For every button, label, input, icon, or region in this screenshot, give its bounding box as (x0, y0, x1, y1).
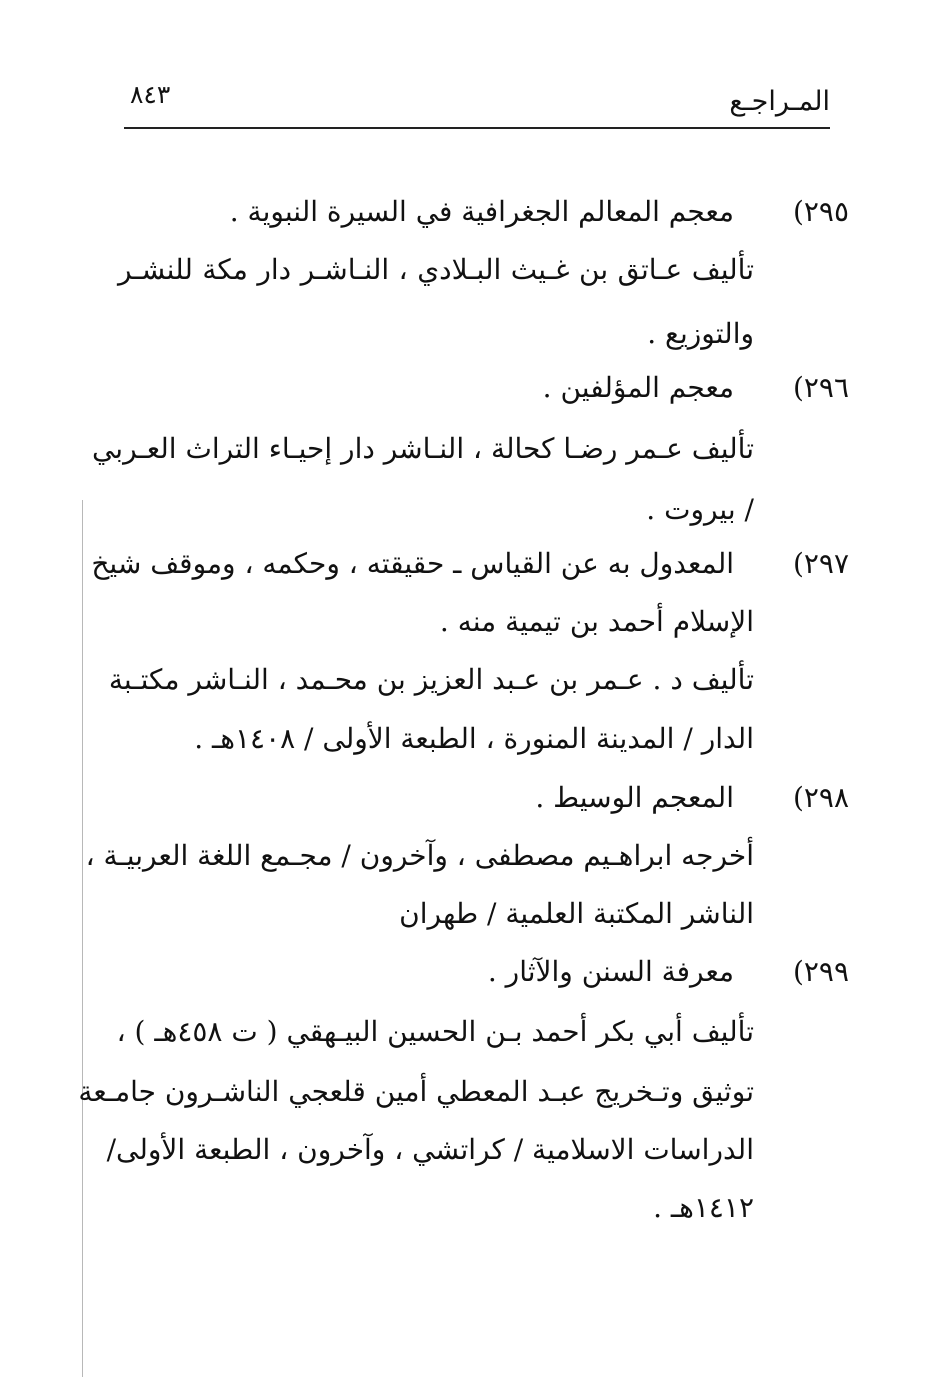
entry-number (793, 778, 849, 818)
entry-line: توثيق وتـخريج عبـد المعطي أمين قلعجي الناشـرون جامـعة (78, 1075, 754, 1108)
header-rule (124, 127, 830, 129)
entry-line: تأليف أبي بكر أحمد بـن الحسين البيـهقي ( ت ٤٥٨هـ ) ، (116, 1015, 754, 1048)
entry-number-value: ٢٩٥ (803, 195, 849, 228)
entry-line: ١٤١٢هـ . (653, 1191, 754, 1224)
entry-number-value: ٢٩٦ (803, 371, 849, 404)
entry-number-paren: ) (792, 955, 804, 988)
entry-title: معرفة السنن والآثار . (487, 955, 734, 988)
entry-line: تأليف د . عـمر بن عـبد العزيز بن محـمد ، النـاشر مكتـبة (108, 663, 754, 696)
entry-number-value: ٢٩٨ (803, 781, 849, 814)
entry-title-continued: الإسلام أحمد بن تيمية منه . (439, 605, 754, 638)
entry-line: / بيروت . (646, 493, 754, 526)
entry-title: المعجم الوسيط . (535, 781, 734, 814)
running-title: المـراجـع (729, 86, 830, 117)
entry-number-value: ٢٩٩ (803, 955, 849, 988)
entry-line: الناشر المكتبة العلمية / طهران (399, 897, 754, 930)
entry-number (793, 952, 849, 992)
entry-line: الدار / المدينة المنورة ، الطبعة الأولى / ١٤٠٨هـ . (194, 722, 754, 755)
scan-edge-line (82, 500, 83, 1377)
entry-line: الدراسات الاسلامية / كراتشي ، وآخرون ، الطبعة الأولى/ (106, 1133, 754, 1166)
entry-title: المعدول به عن القياس ـ حقيقته ، وحكمه ، وموقف شيخ (91, 547, 734, 580)
page-header (124, 78, 830, 128)
entry-number-paren: ) (792, 547, 804, 580)
entry-number (793, 368, 849, 408)
entry-line: تأليف عـمر رضـا كحالة ، النـاشر دار إحيـاء التراث العـربي (91, 432, 754, 465)
entry-title: معجم المعالم الجغرافية في السيرة النبوية . (229, 195, 734, 228)
entry-number-paren: ) (792, 781, 804, 814)
entry-line: والتوزيع . (647, 317, 754, 350)
entry-line: أخرجه ابراهـيم مصطفى ، وآخرون / مجـمع اللغة العربيـة ، (85, 839, 754, 872)
entry-title: معجم المؤلفين . (542, 371, 734, 404)
entry-number-paren: ) (792, 195, 804, 228)
entry-line: تأليف عـاتق بن غـيث البـلادي ، النـاشـر دار مكة للنشـر (118, 253, 754, 286)
entry-number-value: ٢٩٧ (803, 547, 849, 580)
page-number: ٨٤٣ (130, 80, 171, 109)
entry-number (793, 192, 849, 232)
entry-number (793, 544, 849, 584)
entry-number-paren: ) (792, 371, 804, 404)
